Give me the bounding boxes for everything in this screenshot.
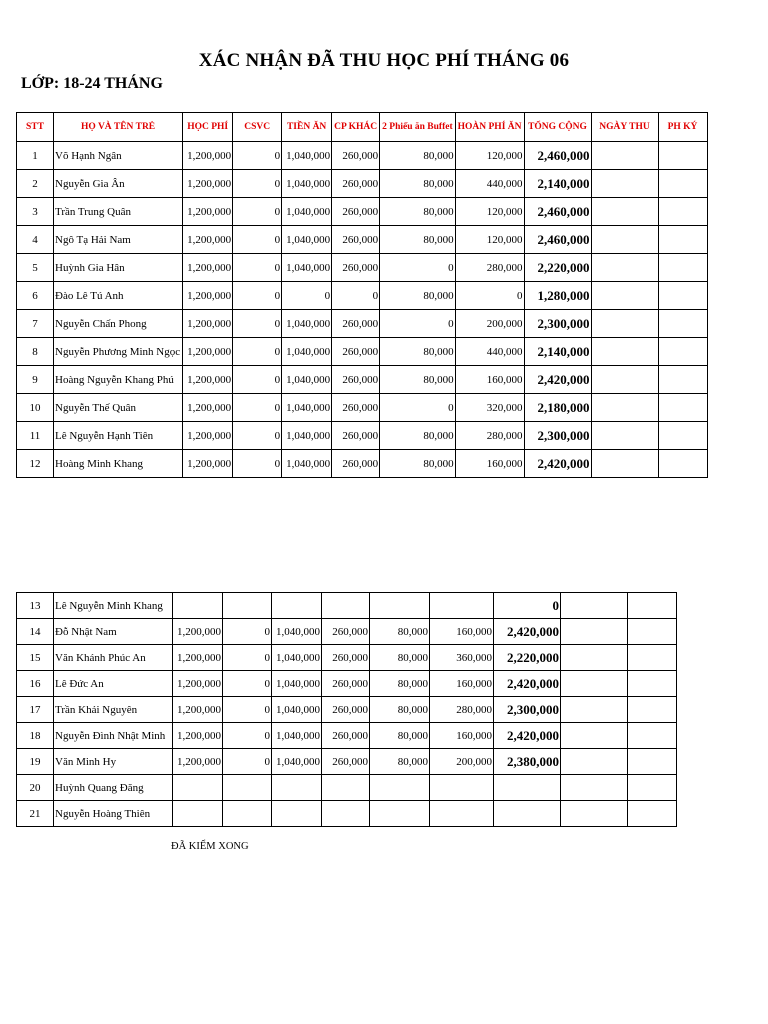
cell-ph-ky [628, 697, 677, 723]
cell-hoc-phi: 1,200,000 [183, 198, 233, 226]
cell-buffet: 0 [380, 310, 455, 338]
cell-csvc: 0 [233, 226, 282, 254]
cell-ngay-thu [561, 671, 628, 697]
cell-cp-khac [322, 775, 370, 801]
cell-buffet: 80,000 [370, 619, 430, 645]
table-row [17, 619, 677, 645]
cell-buffet [370, 593, 430, 619]
table-row [17, 310, 708, 338]
header-hoc-phi: HỌC PHÍ [183, 113, 233, 142]
cell-name: Lê Đức An [54, 671, 173, 697]
cell-stt: 19 [17, 749, 54, 775]
header-tong-cong: TỔNG CỘNG [524, 113, 591, 142]
cell-cp-khac: 260,000 [322, 723, 370, 749]
cell-name: Văn Minh Hy [54, 749, 173, 775]
cell-ph-ky [658, 142, 707, 170]
cell-name: Nguyễn Đình Nhật Minh [54, 723, 173, 749]
fee-table-part1 [16, 112, 708, 478]
cell-tien-an: 1,040,000 [272, 723, 322, 749]
cell-ph-ky [658, 450, 707, 478]
cell-tien-an: 1,040,000 [282, 142, 332, 170]
cell-hoan-phi [430, 801, 494, 827]
cell-csvc: 0 [233, 450, 282, 478]
cell-buffet: 80,000 [380, 450, 455, 478]
cell-tong-cong: 2,460,000 [524, 198, 591, 226]
cell-hoc-phi: 1,200,000 [173, 749, 223, 775]
cell-buffet: 0 [380, 394, 455, 422]
cell-hoc-phi: 1,200,000 [183, 142, 233, 170]
cell-buffet: 80,000 [370, 697, 430, 723]
cell-name: Lê Nguyễn Hạnh Tiên [54, 422, 183, 450]
fee-table-part2 [16, 592, 677, 827]
cell-tong-cong: 2,420,000 [524, 366, 591, 394]
cell-hoan-phi: 360,000 [430, 645, 494, 671]
cell-hoc-phi: 1,200,000 [173, 619, 223, 645]
cell-hoan-phi: 120,000 [455, 142, 524, 170]
cell-tong-cong: 2,180,000 [524, 394, 591, 422]
cell-csvc [223, 593, 272, 619]
cell-ph-ky [628, 619, 677, 645]
cell-tong-cong [494, 801, 561, 827]
cell-ngay-thu [591, 422, 658, 450]
cell-stt: 2 [17, 170, 54, 198]
cell-tien-an: 1,040,000 [282, 450, 332, 478]
cell-hoc-phi: 1,200,000 [183, 394, 233, 422]
table-row [17, 671, 677, 697]
cell-ngay-thu [561, 697, 628, 723]
cell-ph-ky [658, 366, 707, 394]
footer-note: ĐÃ KIỂM XONG [171, 841, 249, 852]
table-row [17, 170, 708, 198]
cell-cp-khac: 0 [332, 282, 380, 310]
cell-name: Hoàng Nguyễn Khang Phú [54, 366, 183, 394]
cell-stt: 8 [17, 338, 54, 366]
cell-stt: 17 [17, 697, 54, 723]
cell-hoan-phi: 120,000 [455, 198, 524, 226]
cell-buffet: 0 [380, 254, 455, 282]
cell-hoc-phi: 1,200,000 [183, 254, 233, 282]
cell-cp-khac: 260,000 [332, 394, 380, 422]
cell-ph-ky [658, 338, 707, 366]
cell-stt: 10 [17, 394, 54, 422]
cell-hoc-phi: 1,200,000 [173, 723, 223, 749]
cell-stt: 14 [17, 619, 54, 645]
cell-buffet: 80,000 [380, 142, 455, 170]
cell-name: Đỗ Nhật Nam [54, 619, 173, 645]
cell-tong-cong: 2,460,000 [524, 142, 591, 170]
cell-stt: 18 [17, 723, 54, 749]
cell-buffet: 80,000 [380, 282, 455, 310]
cell-ph-ky [628, 801, 677, 827]
cell-ph-ky [658, 394, 707, 422]
cell-csvc: 0 [223, 619, 272, 645]
cell-tien-an: 1,040,000 [272, 645, 322, 671]
cell-tien-an [272, 775, 322, 801]
cell-buffet: 80,000 [370, 749, 430, 775]
cell-csvc [223, 801, 272, 827]
cell-csvc: 0 [233, 310, 282, 338]
cell-hoan-phi [430, 593, 494, 619]
cell-hoan-phi: 280,000 [455, 422, 524, 450]
table-row [17, 198, 708, 226]
cell-csvc: 0 [233, 198, 282, 226]
cell-hoan-phi: 160,000 [430, 671, 494, 697]
cell-tong-cong: 2,220,000 [524, 254, 591, 282]
cell-csvc: 0 [233, 142, 282, 170]
cell-cp-khac: 260,000 [322, 619, 370, 645]
cell-stt: 9 [17, 366, 54, 394]
cell-ph-ky [658, 170, 707, 198]
cell-cp-khac: 260,000 [332, 198, 380, 226]
cell-tong-cong: 1,280,000 [524, 282, 591, 310]
cell-csvc: 0 [223, 645, 272, 671]
cell-stt: 11 [17, 422, 54, 450]
cell-buffet: 80,000 [370, 723, 430, 749]
table-row [17, 394, 708, 422]
cell-hoc-phi: 1,200,000 [173, 671, 223, 697]
cell-tien-an: 1,040,000 [282, 338, 332, 366]
cell-csvc: 0 [233, 282, 282, 310]
cell-buffet: 80,000 [380, 338, 455, 366]
cell-tien-an: 0 [282, 282, 332, 310]
cell-tien-an: 1,040,000 [272, 671, 322, 697]
table-row [17, 226, 708, 254]
cell-hoan-phi: 120,000 [455, 226, 524, 254]
cell-cp-khac: 260,000 [332, 142, 380, 170]
cell-ngay-thu [591, 450, 658, 478]
cell-hoan-phi: 160,000 [455, 366, 524, 394]
cell-stt: 21 [17, 801, 54, 827]
class-label: LỚP: 18-24 THÁNG [21, 75, 163, 92]
cell-cp-khac: 260,000 [332, 170, 380, 198]
cell-name: Hoàng Minh Khang [54, 450, 183, 478]
cell-name: Nguyễn Chấn Phong [54, 310, 183, 338]
cell-csvc: 0 [233, 422, 282, 450]
cell-ngay-thu [591, 282, 658, 310]
cell-hoan-phi: 280,000 [430, 697, 494, 723]
header-buffet: 2 Phiếu ăn Buffet [380, 113, 455, 142]
cell-cp-khac [322, 801, 370, 827]
cell-buffet: 80,000 [380, 366, 455, 394]
cell-buffet: 80,000 [370, 645, 430, 671]
cell-hoan-phi [430, 775, 494, 801]
cell-ngay-thu [561, 645, 628, 671]
cell-hoc-phi: 1,200,000 [183, 170, 233, 198]
cell-name: Trần Trung Quân [54, 198, 183, 226]
header-stt: STT [17, 113, 54, 142]
cell-hoan-phi: 440,000 [455, 338, 524, 366]
cell-hoan-phi: 280,000 [455, 254, 524, 282]
cell-ph-ky [628, 593, 677, 619]
cell-name: Văn Khánh Phúc An [54, 645, 173, 671]
header-csvc: CSVC [233, 113, 282, 142]
cell-cp-khac: 260,000 [332, 338, 380, 366]
cell-ngay-thu [561, 801, 628, 827]
cell-tien-an: 1,040,000 [272, 749, 322, 775]
cell-stt: 13 [17, 593, 54, 619]
cell-name: Lê Nguyễn Minh Khang [54, 593, 173, 619]
cell-hoc-phi [173, 593, 223, 619]
cell-tong-cong: 2,420,000 [524, 450, 591, 478]
cell-csvc: 0 [233, 338, 282, 366]
cell-buffet [370, 801, 430, 827]
cell-buffet: 80,000 [380, 198, 455, 226]
cell-cp-khac: 260,000 [332, 450, 380, 478]
cell-tong-cong: 2,140,000 [524, 338, 591, 366]
cell-hoan-phi: 320,000 [455, 394, 524, 422]
cell-tong-cong: 2,140,000 [524, 170, 591, 198]
cell-hoan-phi: 0 [455, 282, 524, 310]
cell-ph-ky [628, 749, 677, 775]
cell-hoc-phi: 1,200,000 [173, 697, 223, 723]
table-row [17, 282, 708, 310]
cell-tong-cong: 2,460,000 [524, 226, 591, 254]
cell-tong-cong: 2,420,000 [494, 723, 561, 749]
cell-ngay-thu [561, 775, 628, 801]
table-row [17, 422, 708, 450]
cell-csvc: 0 [223, 723, 272, 749]
cell-stt: 1 [17, 142, 54, 170]
table-row [17, 697, 677, 723]
cell-tien-an: 1,040,000 [282, 422, 332, 450]
cell-tong-cong: 2,300,000 [524, 422, 591, 450]
header-ph-ky: PH KÝ [658, 113, 707, 142]
cell-tien-an: 1,040,000 [282, 254, 332, 282]
cell-name: Nguyễn Gia Ân [54, 170, 183, 198]
cell-hoc-phi: 1,200,000 [183, 282, 233, 310]
cell-ngay-thu [561, 723, 628, 749]
cell-csvc: 0 [233, 366, 282, 394]
header-name: HỌ VÀ TÊN TRẺ [54, 113, 183, 142]
table-row [17, 645, 677, 671]
cell-tong-cong: 2,420,000 [494, 619, 561, 645]
cell-name: Huỳnh Gia Hân [54, 254, 183, 282]
cell-tien-an: 1,040,000 [282, 170, 332, 198]
cell-tong-cong: 2,220,000 [494, 645, 561, 671]
cell-hoc-phi: 1,200,000 [183, 450, 233, 478]
cell-buffet: 80,000 [380, 226, 455, 254]
cell-hoc-phi [173, 801, 223, 827]
cell-tien-an: 1,040,000 [282, 366, 332, 394]
table-row [17, 142, 708, 170]
cell-buffet: 80,000 [380, 170, 455, 198]
header-tien-an: TIỀN ĂN [282, 113, 332, 142]
table-body-part1 [17, 142, 708, 478]
cell-hoan-phi: 200,000 [455, 310, 524, 338]
cell-name: Võ Hạnh Ngân [54, 142, 183, 170]
cell-ngay-thu [591, 394, 658, 422]
cell-tong-cong: 2,380,000 [494, 749, 561, 775]
cell-ngay-thu [591, 366, 658, 394]
cell-tong-cong [494, 775, 561, 801]
cell-tien-an: 1,040,000 [282, 226, 332, 254]
cell-buffet: 80,000 [380, 422, 455, 450]
cell-ph-ky [658, 254, 707, 282]
cell-ph-ky [658, 198, 707, 226]
table-row [17, 801, 677, 827]
cell-ngay-thu [591, 170, 658, 198]
cell-tien-an: 1,040,000 [272, 619, 322, 645]
cell-tien-an [272, 593, 322, 619]
cell-cp-khac: 260,000 [322, 697, 370, 723]
cell-hoc-phi: 1,200,000 [183, 366, 233, 394]
cell-ngay-thu [561, 619, 628, 645]
table-row [17, 338, 708, 366]
cell-ph-ky [658, 282, 707, 310]
cell-csvc: 0 [223, 697, 272, 723]
table-row [17, 366, 708, 394]
cell-name: Đào Lê Tú Anh [54, 282, 183, 310]
cell-tong-cong: 2,420,000 [494, 671, 561, 697]
cell-stt: 20 [17, 775, 54, 801]
cell-tong-cong: 2,300,000 [494, 697, 561, 723]
cell-cp-khac: 260,000 [332, 366, 380, 394]
cell-hoan-phi: 440,000 [455, 170, 524, 198]
cell-cp-khac [322, 593, 370, 619]
cell-ph-ky [658, 226, 707, 254]
cell-stt: 4 [17, 226, 54, 254]
cell-tien-an: 1,040,000 [282, 198, 332, 226]
cell-csvc: 0 [223, 749, 272, 775]
table-row [17, 723, 677, 749]
cell-cp-khac: 260,000 [332, 310, 380, 338]
cell-cp-khac: 260,000 [332, 226, 380, 254]
cell-cp-khac: 260,000 [332, 422, 380, 450]
table-row [17, 749, 677, 775]
cell-ph-ky [628, 723, 677, 749]
cell-stt: 5 [17, 254, 54, 282]
table-row [17, 450, 708, 478]
cell-hoc-phi: 1,200,000 [183, 338, 233, 366]
cell-hoc-phi [173, 775, 223, 801]
cell-cp-khac: 260,000 [322, 671, 370, 697]
cell-tong-cong: 2,300,000 [524, 310, 591, 338]
cell-stt: 16 [17, 671, 54, 697]
table-row [17, 775, 677, 801]
cell-ngay-thu [591, 226, 658, 254]
header-row [17, 113, 708, 142]
cell-hoc-phi: 1,200,000 [183, 310, 233, 338]
cell-ngay-thu [591, 198, 658, 226]
cell-stt: 15 [17, 645, 54, 671]
cell-tong-cong: 0 [494, 593, 561, 619]
cell-tien-an: 1,040,000 [272, 697, 322, 723]
cell-ph-ky [658, 422, 707, 450]
cell-name: Huỳnh Quang Đăng [54, 775, 173, 801]
cell-stt: 6 [17, 282, 54, 310]
cell-ngay-thu [561, 593, 628, 619]
cell-ph-ky [658, 310, 707, 338]
cell-tien-an: 1,040,000 [282, 310, 332, 338]
cell-ph-ky [628, 645, 677, 671]
cell-ngay-thu [591, 338, 658, 366]
cell-stt: 7 [17, 310, 54, 338]
cell-cp-khac: 260,000 [322, 645, 370, 671]
cell-csvc [223, 775, 272, 801]
cell-csvc: 0 [223, 671, 272, 697]
cell-cp-khac: 260,000 [322, 749, 370, 775]
page-title: XÁC NHẬN ĐÃ THU HỌC PHÍ THÁNG 06 [198, 50, 570, 71]
table-row [17, 254, 708, 282]
cell-ngay-thu [591, 142, 658, 170]
cell-ph-ky [628, 775, 677, 801]
cell-stt: 3 [17, 198, 54, 226]
cell-hoc-phi: 1,200,000 [183, 226, 233, 254]
header-ngay-thu: NGÀY THU [591, 113, 658, 142]
cell-tien-an [272, 801, 322, 827]
cell-name: Nguyễn Hoàng Thiên [54, 801, 173, 827]
cell-hoan-phi: 160,000 [430, 619, 494, 645]
table-row [17, 593, 677, 619]
cell-csvc: 0 [233, 394, 282, 422]
cell-stt: 12 [17, 450, 54, 478]
cell-ngay-thu [591, 254, 658, 282]
cell-hoan-phi: 160,000 [455, 450, 524, 478]
cell-name: Ngô Tạ Hải Nam [54, 226, 183, 254]
cell-csvc: 0 [233, 254, 282, 282]
cell-buffet: 80,000 [370, 671, 430, 697]
cell-ngay-thu [561, 749, 628, 775]
cell-ph-ky [628, 671, 677, 697]
cell-buffet [370, 775, 430, 801]
header-hoan-phi: HOÀN PHÍ ĂN [455, 113, 524, 142]
cell-tien-an: 1,040,000 [282, 394, 332, 422]
cell-hoc-phi: 1,200,000 [183, 422, 233, 450]
table-body-part2 [17, 593, 677, 827]
cell-hoan-phi: 160,000 [430, 723, 494, 749]
cell-hoan-phi: 200,000 [430, 749, 494, 775]
cell-ngay-thu [591, 310, 658, 338]
cell-name: Nguyễn Thế Quân [54, 394, 183, 422]
cell-hoc-phi: 1,200,000 [173, 645, 223, 671]
header-cp-khac: CP KHÁC [332, 113, 380, 142]
cell-name: Nguyễn Phương Minh Ngọc [54, 338, 183, 366]
cell-csvc: 0 [233, 170, 282, 198]
cell-name: Trần Khải Nguyên [54, 697, 173, 723]
cell-cp-khac: 260,000 [332, 254, 380, 282]
